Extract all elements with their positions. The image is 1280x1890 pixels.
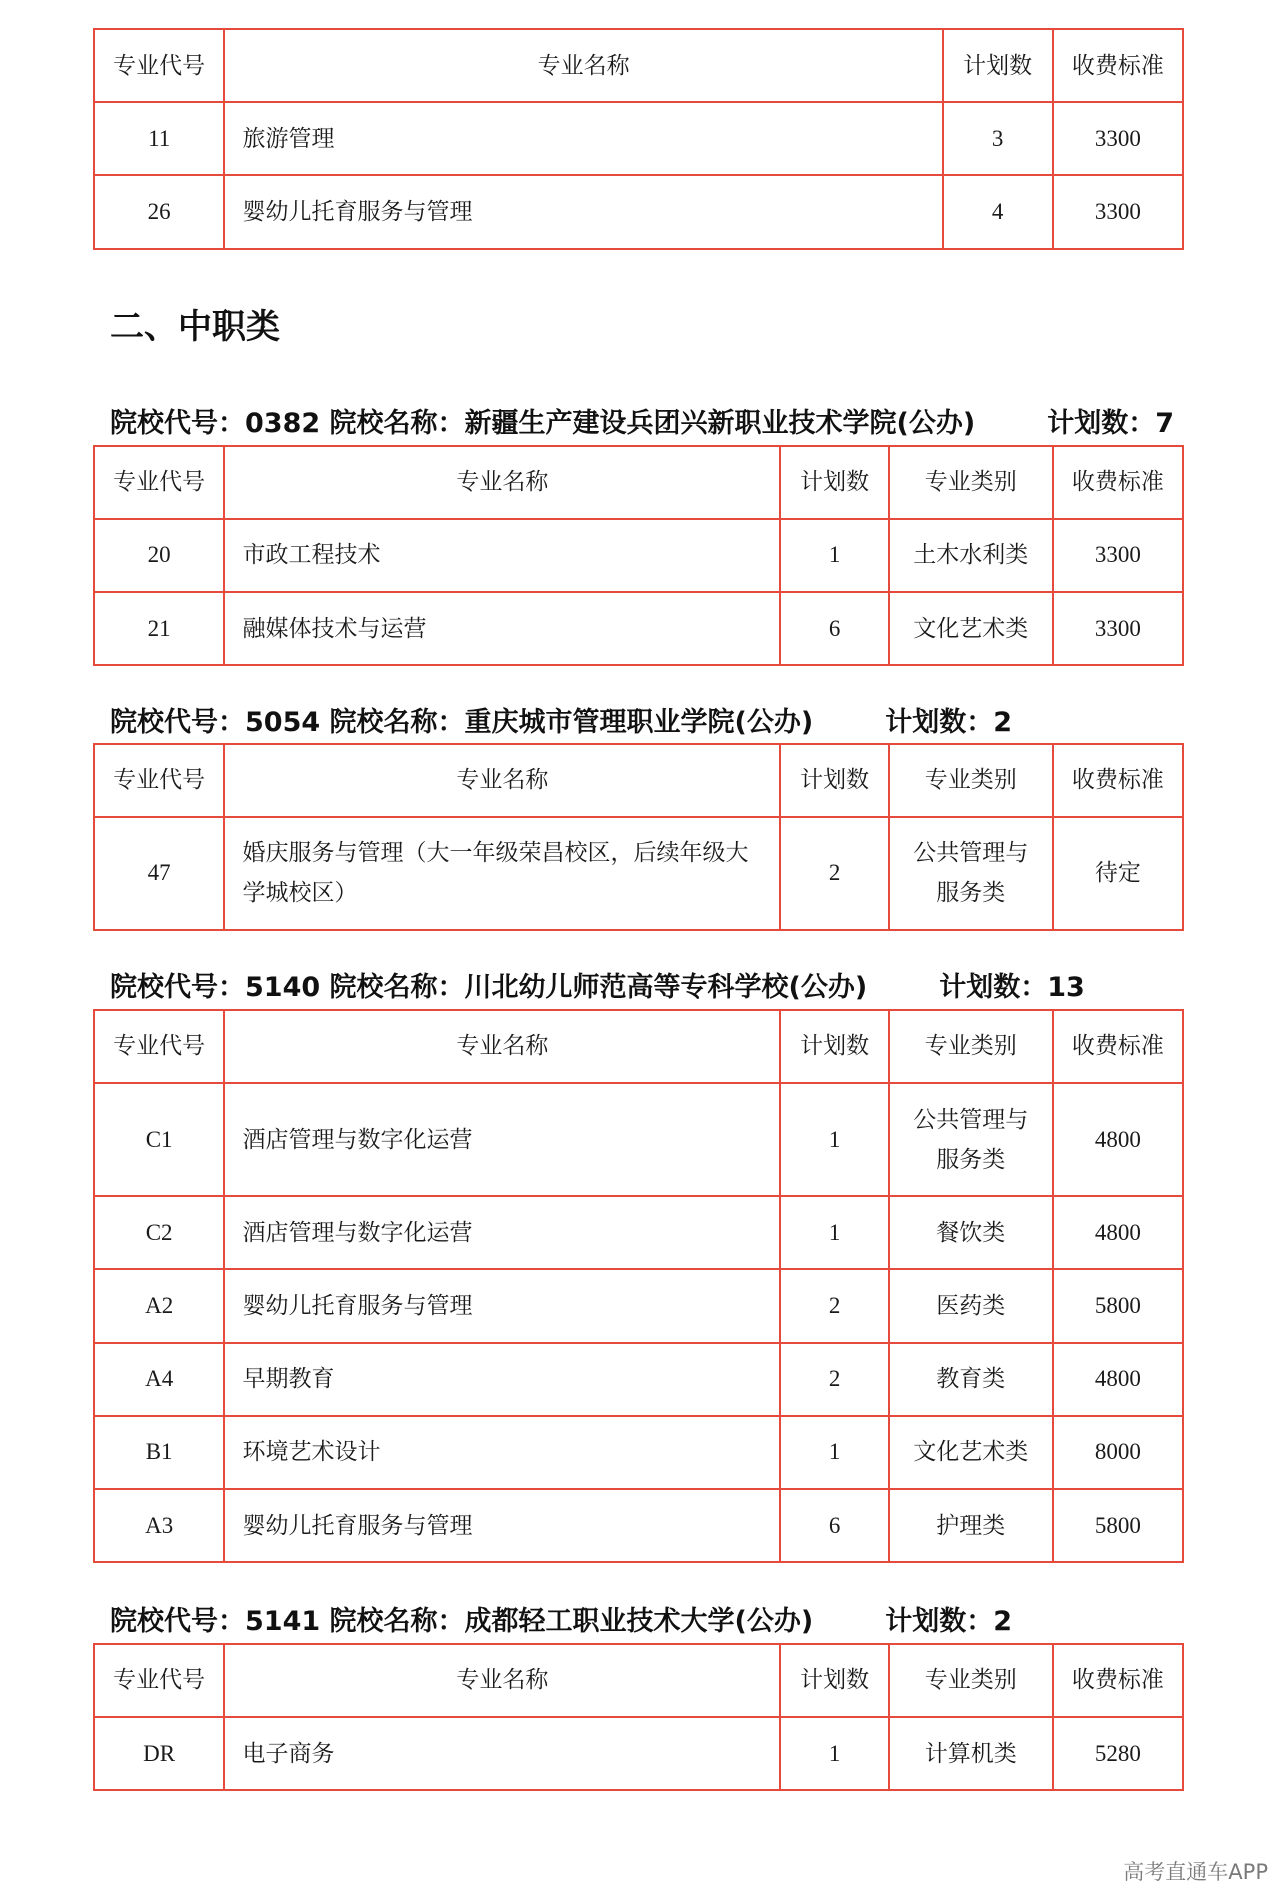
table-header-row	[94, 446, 1183, 519]
header-category: 专业类别	[889, 446, 1053, 519]
header-plan-count: 计划数	[943, 29, 1053, 102]
cell-category: 文化艺术类	[889, 592, 1053, 665]
table-header-row	[94, 1644, 1183, 1717]
table-row	[94, 1269, 1183, 1342]
header-category: 专业类别	[889, 1644, 1053, 1717]
cell-major-code: 20	[94, 519, 225, 592]
cell-major-code: B1	[94, 1416, 225, 1489]
cell-category: 计算机类	[889, 1717, 1053, 1790]
header-major-code: 专业代号	[94, 29, 225, 102]
header-category: 专业类别	[889, 1010, 1053, 1083]
header-fee: 收费标准	[1053, 744, 1184, 817]
cell-fee: 3300	[1053, 175, 1184, 248]
cell-major-name: 婴幼儿托育服务与管理	[224, 1489, 780, 1562]
table-row	[94, 519, 1183, 592]
cell-major-name: 婴幼儿托育服务与管理	[224, 175, 942, 248]
table-row	[94, 1196, 1183, 1269]
header-major-code: 专业代号	[94, 1010, 225, 1083]
header-plan-count: 计划数	[780, 1010, 889, 1083]
school-plan-count: 计划数：13	[939, 972, 1085, 1003]
cell-major-code: 11	[94, 102, 225, 175]
cell-major-name: 融媒体技术与运营	[224, 592, 780, 665]
header-major-name: 专业名称	[224, 29, 942, 102]
table-row	[94, 1416, 1183, 1489]
section-title: 二、中职类	[110, 307, 280, 347]
school-code-and-name: 院校代号：5140 院校名称：川北幼儿师范高等专科学校(公办)	[110, 972, 868, 1003]
header-category: 专业类别	[889, 744, 1053, 817]
cell-major-code: 26	[94, 175, 225, 248]
cell-category: 教育类	[889, 1343, 1053, 1416]
cell-major-code: A3	[94, 1489, 225, 1562]
cell-fee: 8000	[1053, 1416, 1184, 1489]
cell-fee: 3300	[1053, 519, 1184, 592]
cell-major-name: 早期教育	[224, 1343, 780, 1416]
header-plan-count: 计划数	[780, 744, 889, 817]
school-plan-count: 计划数：2	[885, 707, 1013, 738]
header-fee: 收费标准	[1053, 29, 1184, 102]
cell-major-code: A4	[94, 1343, 225, 1416]
cell-major-code: DR	[94, 1717, 225, 1790]
cell-plan-count: 2	[780, 1343, 889, 1416]
cell-plan-count: 2	[780, 1269, 889, 1342]
majors-table	[93, 1009, 1184, 1563]
majors-table	[93, 445, 1184, 667]
cell-major-name: 环境艺术设计	[224, 1416, 780, 1489]
cell-plan-count: 1	[780, 1717, 889, 1790]
app-watermark: 高考直通车APP	[1123, 1860, 1268, 1884]
cell-fee: 4800	[1053, 1343, 1184, 1416]
cell-fee: 3300	[1053, 592, 1184, 665]
table-row	[94, 1717, 1183, 1790]
cell-plan-count: 4	[943, 175, 1053, 248]
header-major-name: 专业名称	[224, 744, 780, 817]
table-row	[94, 592, 1183, 665]
cell-plan-count: 1	[780, 519, 889, 592]
school-code-and-name: 院校代号：5141 院校名称：成都轻工职业技术大学(公办)	[110, 1606, 814, 1637]
cell-major-code: 21	[94, 592, 225, 665]
cell-category: 护理类	[889, 1489, 1053, 1562]
table-header-row	[94, 29, 1183, 102]
cell-major-code: C2	[94, 1196, 225, 1269]
majors-table	[93, 28, 1184, 250]
cell-plan-count: 1	[780, 1196, 889, 1269]
table-row	[94, 175, 1183, 248]
majors-table	[93, 743, 1184, 931]
cell-major-name: 婚庆服务与管理（大一年级荣昌校区，后续年级大学城校区）	[224, 817, 780, 930]
cell-category: 公共管理与服务类	[889, 817, 1053, 930]
table-row	[94, 102, 1183, 175]
table-row	[94, 1343, 1183, 1416]
school-info	[110, 1606, 1012, 1638]
cell-category: 餐饮类	[889, 1196, 1053, 1269]
cell-plan-count: 3	[943, 102, 1053, 175]
header-fee: 收费标准	[1053, 446, 1184, 519]
cell-fee: 5800	[1053, 1489, 1184, 1562]
school-plan-count: 计划数：2	[885, 1606, 1013, 1637]
cell-major-name: 旅游管理	[224, 102, 942, 175]
header-fee: 收费标准	[1053, 1644, 1184, 1717]
cell-fee: 5280	[1053, 1717, 1184, 1790]
cell-plan-count: 6	[780, 1489, 889, 1562]
cell-plan-count: 1	[780, 1083, 889, 1196]
header-major-name: 专业名称	[224, 446, 780, 519]
header-plan-count: 计划数	[780, 446, 889, 519]
header-major-name: 专业名称	[224, 1644, 780, 1717]
header-plan-count: 计划数	[780, 1644, 889, 1717]
school-plan-count: 计划数：7	[1047, 408, 1175, 439]
cell-category: 土木水利类	[889, 519, 1053, 592]
school-info	[110, 707, 1012, 739]
cell-plan-count: 6	[780, 592, 889, 665]
header-fee: 收费标准	[1053, 1010, 1184, 1083]
school-info	[110, 408, 1174, 440]
table-row	[94, 817, 1183, 930]
cell-major-name: 电子商务	[224, 1717, 780, 1790]
cell-category: 医药类	[889, 1269, 1053, 1342]
cell-major-code: C1	[94, 1083, 225, 1196]
cell-major-name: 酒店管理与数字化运营	[224, 1196, 780, 1269]
header-major-code: 专业代号	[94, 1644, 225, 1717]
cell-category: 公共管理与服务类	[889, 1083, 1053, 1196]
cell-fee: 5800	[1053, 1269, 1184, 1342]
cell-major-name: 婴幼儿托育服务与管理	[224, 1269, 780, 1342]
cell-category: 文化艺术类	[889, 1416, 1053, 1489]
header-major-name: 专业名称	[224, 1010, 780, 1083]
school-info	[110, 972, 1085, 1004]
cell-fee: 4800	[1053, 1083, 1184, 1196]
table-header-row	[94, 744, 1183, 817]
school-code-and-name: 院校代号：5054 院校名称：重庆城市管理职业学院(公办)	[110, 707, 814, 738]
header-major-code: 专业代号	[94, 446, 225, 519]
table-row	[94, 1083, 1183, 1196]
header-major-code: 专业代号	[94, 744, 225, 817]
cell-plan-count: 1	[780, 1416, 889, 1489]
cell-major-code: A2	[94, 1269, 225, 1342]
cell-major-name: 市政工程技术	[224, 519, 780, 592]
cell-fee: 待定	[1053, 817, 1184, 930]
cell-major-code: 47	[94, 817, 225, 930]
cell-fee: 3300	[1053, 102, 1184, 175]
cell-fee: 4800	[1053, 1196, 1184, 1269]
cell-major-name: 酒店管理与数字化运营	[224, 1083, 780, 1196]
majors-table	[93, 1643, 1184, 1791]
table-row	[94, 1489, 1183, 1562]
cell-plan-count: 2	[780, 817, 889, 930]
table-header-row	[94, 1010, 1183, 1083]
school-code-and-name: 院校代号：0382 院校名称：新疆生产建设兵团兴新职业技术学院(公办)	[110, 408, 976, 439]
